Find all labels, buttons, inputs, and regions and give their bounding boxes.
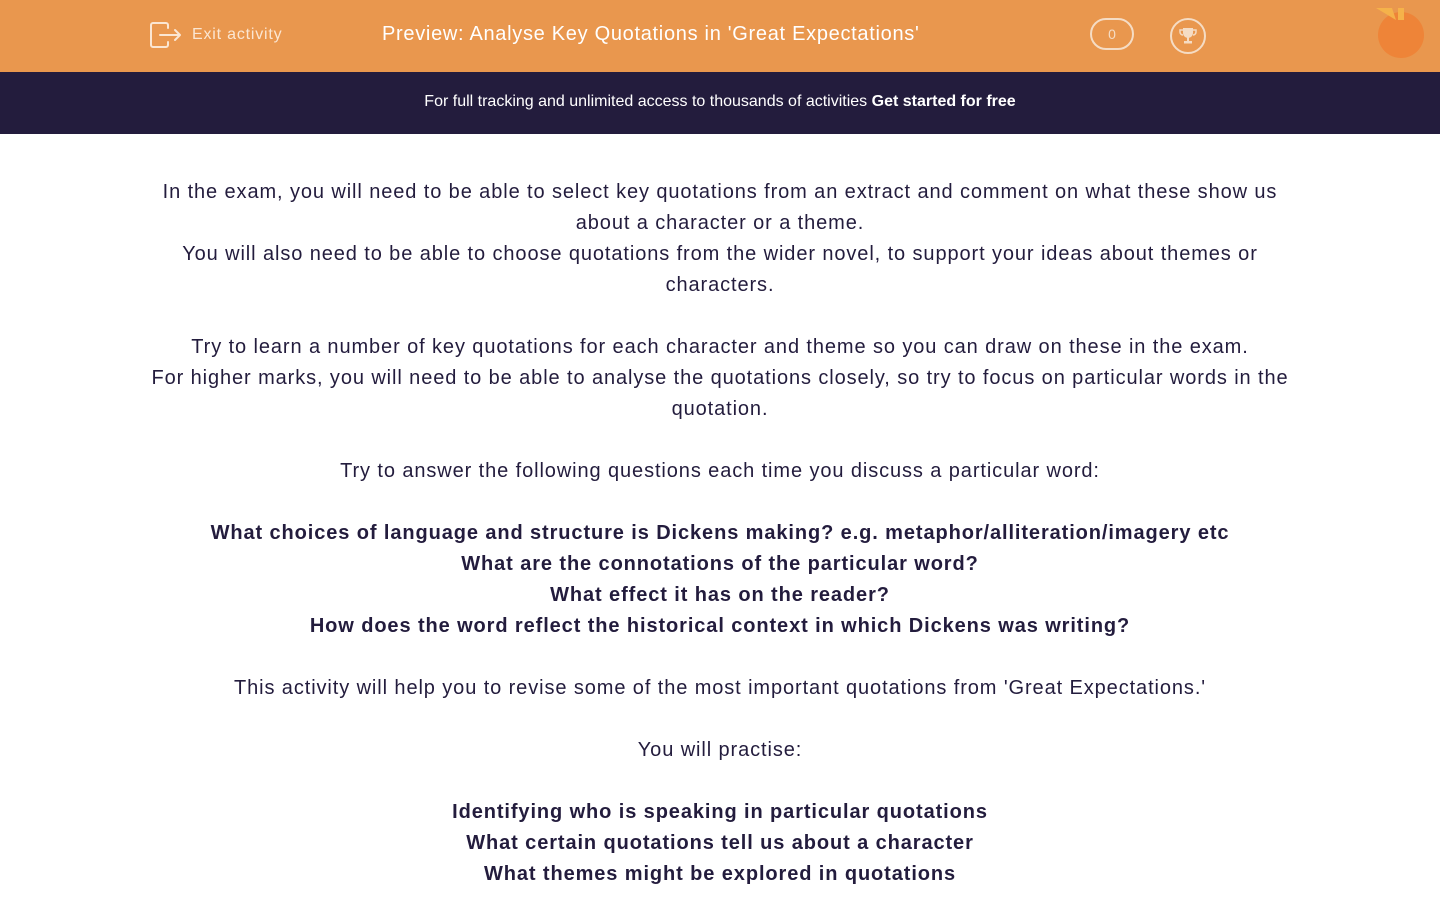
question-item: What are the connotations of the particular word? xyxy=(461,553,979,575)
intro-text: For higher marks, you will need to be able to analyse the quotations closely, so try to focus on particular words in the quotation. xyxy=(151,367,1289,420)
top-bar xyxy=(0,0,1440,72)
signup-banner xyxy=(0,72,1440,134)
page-title: Preview: Analyse Key Quotations in 'Great Expectations' xyxy=(382,23,920,45)
banner-text: For full tracking and unlimited access to thousands of activities xyxy=(424,93,868,110)
intro-text: Try to answer the following questions each time you discuss a particular word: xyxy=(340,460,1100,482)
trophy-button[interactable] xyxy=(1170,18,1206,54)
logo xyxy=(1374,4,1430,67)
practise-item: What certain quotations tell us about a character xyxy=(466,832,974,854)
intro-text: Try to learn a number of key quotations for each character and theme so you can draw on these in the exam. xyxy=(191,336,1249,358)
exit-activity-label: Exit activity xyxy=(192,26,283,43)
intro-text: You will also need to be able to choose quotations from the wider novel, to support your ideas about themes or characters. xyxy=(182,243,1258,296)
get-started-link[interactable]: Get started for free xyxy=(871,93,1016,110)
intro-text: In the exam, you will need to be able to select key quotations from an extract and comment on what these show us about a character or a theme. xyxy=(162,181,1278,234)
exit-activity-button[interactable] xyxy=(150,22,282,48)
score-badge: 0 xyxy=(1090,18,1134,50)
exit-icon xyxy=(150,22,182,48)
orange-logo-icon xyxy=(1374,4,1430,62)
practise-item: What themes might be explored in quotations xyxy=(483,863,957,885)
question-item: What effect it has on the reader? xyxy=(550,584,890,606)
intro-text: This activity will help you to revise some of the most important quotations from 'Great Expectations.' xyxy=(233,677,1207,699)
trophy-icon xyxy=(1178,26,1198,46)
question-item: What choices of language and structure is Dickens making? e.g. metaphor/alliteration/imagery etc xyxy=(210,522,1230,544)
activity-intro xyxy=(140,177,1300,890)
practise-item: Identifying who is speaking in particular quotations xyxy=(452,801,988,823)
intro-text: You will practise: xyxy=(637,739,803,761)
question-item: How does the word reflect the historical context in which Dickens was writing? xyxy=(309,615,1131,637)
